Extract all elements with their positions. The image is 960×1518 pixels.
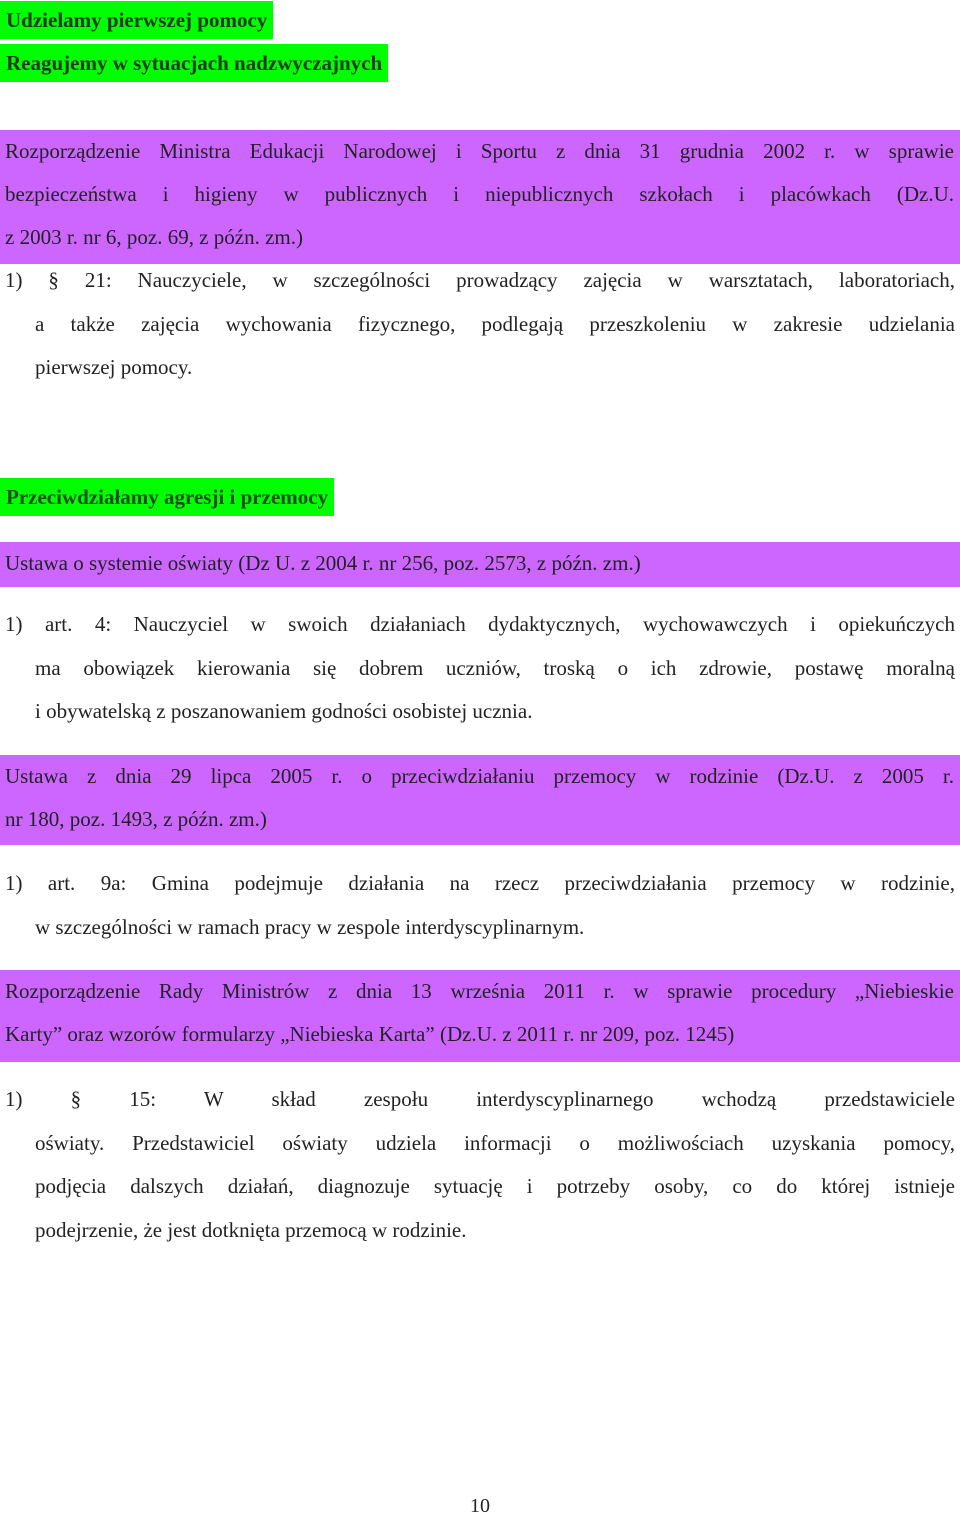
provision-line: podejrzenie, że jest dotknięta przemocą w rodzinie. (35, 1217, 467, 1242)
provision-line: 1) § 21: Nauczyciele, w szczególności prowadzący zajęcia w warsztatach, laboratoriach, (5, 268, 955, 292)
provision-line: w szczególności w ramach pracy w zespole interdyscyplinarnym. (35, 914, 585, 939)
legal-provision-4 (5, 1078, 955, 1252)
page-number: 10 (470, 1495, 490, 1517)
legal-source-4 (0, 970, 960, 1062)
source-line: Rozporządzenie Rady Ministrów z dnia 13 września 2011 r. w sprawie procedury „Niebieskie (5, 979, 954, 1003)
source-line: Rozporządzenie Ministra Edukacji Narodowej i Sportu z dnia 31 grudnia 2002 r. w sprawie (5, 139, 954, 163)
provision-line: pierwszej pomocy. (35, 355, 193, 379)
legal-source-2 (0, 542, 960, 587)
legal-provision-3 (5, 862, 955, 949)
provision-line: a także zajęcia wychowania fizycznego, podlegają przeszkoleniu w zakresie udzielania (35, 311, 955, 336)
source-line: nr 180, poz. 1493, z późn. zm.) (5, 807, 267, 831)
heading-emergency: Reagujemy w sytuacjach nadzwyczajnych (0, 44, 388, 82)
heading-violence: Przeciwdziałamy agresji i przemocy (0, 478, 334, 516)
source-line: z 2003 r. nr 6, poz. 69, z późn. zm.) (5, 225, 304, 249)
legal-provision-2 (5, 603, 955, 734)
provision-line: 1) § 15: W skład zespołu interdyscyplinarnego wchodzą przedstawiciele (5, 1087, 955, 1111)
provision-line: 1) art. 4: Nauczyciel w swoich działaniach dydaktycznych, wychowawczych i opiekuńczych (5, 612, 955, 636)
source-line: bezpieczeństwa i higieny w publicznych i niepublicznych szkołach i placówkach (Dz.U. (5, 182, 954, 206)
legal-provision-1 (5, 259, 955, 390)
source-line: Ustawa z dnia 29 lipca 2005 r. o przeciwdziałaniu przemocy w rodzinie (Dz.U. z 2005 r. (5, 764, 954, 788)
source-line: Ustawa o systemie oświaty (Dz U. z 2004 r. nr 256, poz. 2573, z późn. zm.) (5, 551, 641, 575)
heading-first-aid: Udzielamy pierwszej pomocy (0, 1, 273, 39)
provision-line: i obywatelską z poszanowaniem godności osobistej ucznia. (35, 699, 533, 723)
provision-line: podjęcia dalszych działań, diagnozuje sytuację i potrzeby osoby, co do której istnieje (35, 1174, 955, 1198)
source-line: Karty” oraz wzorów formularzy „Niebieska Karta” (Dz.U. z 2011 r. nr 209, poz. 1245) (5, 1022, 735, 1046)
provision-line: ma obowiązek kierowania się dobrem uczniów, troską o ich zdrowie, postawę moralną (35, 655, 955, 680)
provision-line: 1) art. 9a: Gmina podejmuje działania na rzecz przeciwdziałania przemocy w rodzinie, (5, 871, 955, 895)
legal-source-3 (0, 755, 960, 845)
legal-source-1 (0, 130, 960, 264)
provision-line: oświaty. Przedstawiciel oświaty udziela informacji o możliwościach uzyskania pomocy, (35, 1130, 955, 1155)
